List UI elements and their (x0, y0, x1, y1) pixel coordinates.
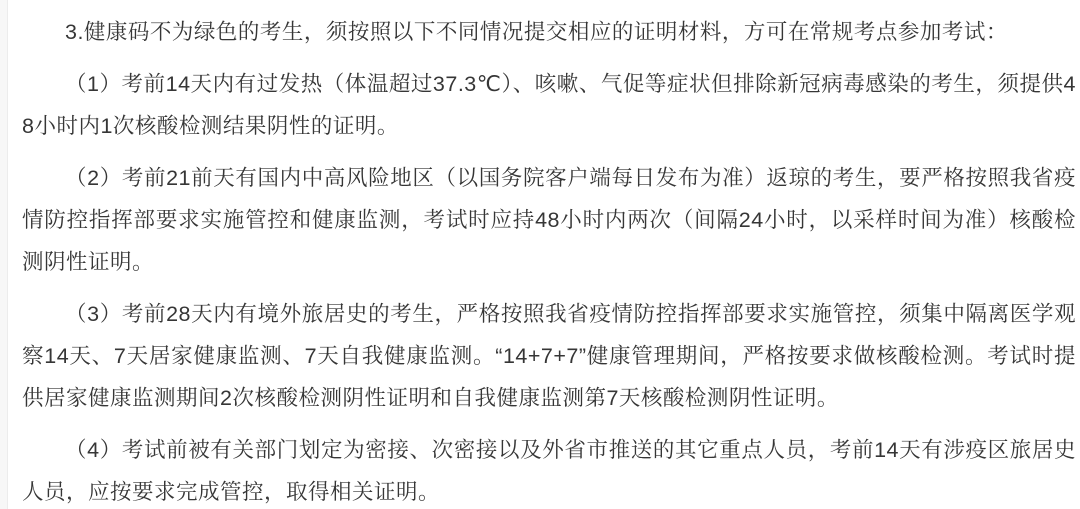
paragraph-item-4: （4）考试前被有关部门划定为密接、次密接以及外省市推送的其它重点人员，考前14天有涉疫区旅居史人员，应按要求完成管控，取得相关证明。 (22, 438, 1076, 504)
paragraph-item-1: （1）考前14天内有过发热（体温超过37.3℃）、咳嗽、气促等症状但排除新冠病毒感染的考生，须提供48小时内1次核酸检测结果阴性的证明。 (22, 72, 1076, 138)
paragraph-intro: 3.健康码不为绿色的考生，须按照以下不同情况提交相应的证明材料，方可在常规考点参加考试： (65, 20, 1008, 44)
paragraph-item-2: （2）考前21前天有国内中高风险地区（以国务院客户端每日发布为准）返琼的考生，要严格按照我省疫情防控指挥部要求实施管控和健康监测，考试时应持48小时内两次（间隔24小时，以采样时间为准）核酸检测阴性证明。 (22, 166, 1076, 274)
paragraph-item-3: （3）考前28天内有境外旅居史的考生，严格按照我省疫情防控指挥部要求实施管控，须集中隔离医学观察14天、7天居家健康监测、7天自我健康监测。“14+7+7”健康管理期间，严格按要求做核酸检测。考试时提供居家健康监测期间2次核酸检测阴性证明和自我健康监测第7天核酸检测阴性证明。 (22, 302, 1076, 410)
left-edge-strip (0, 0, 8, 509)
notice-text-body (22, 11, 1076, 509)
